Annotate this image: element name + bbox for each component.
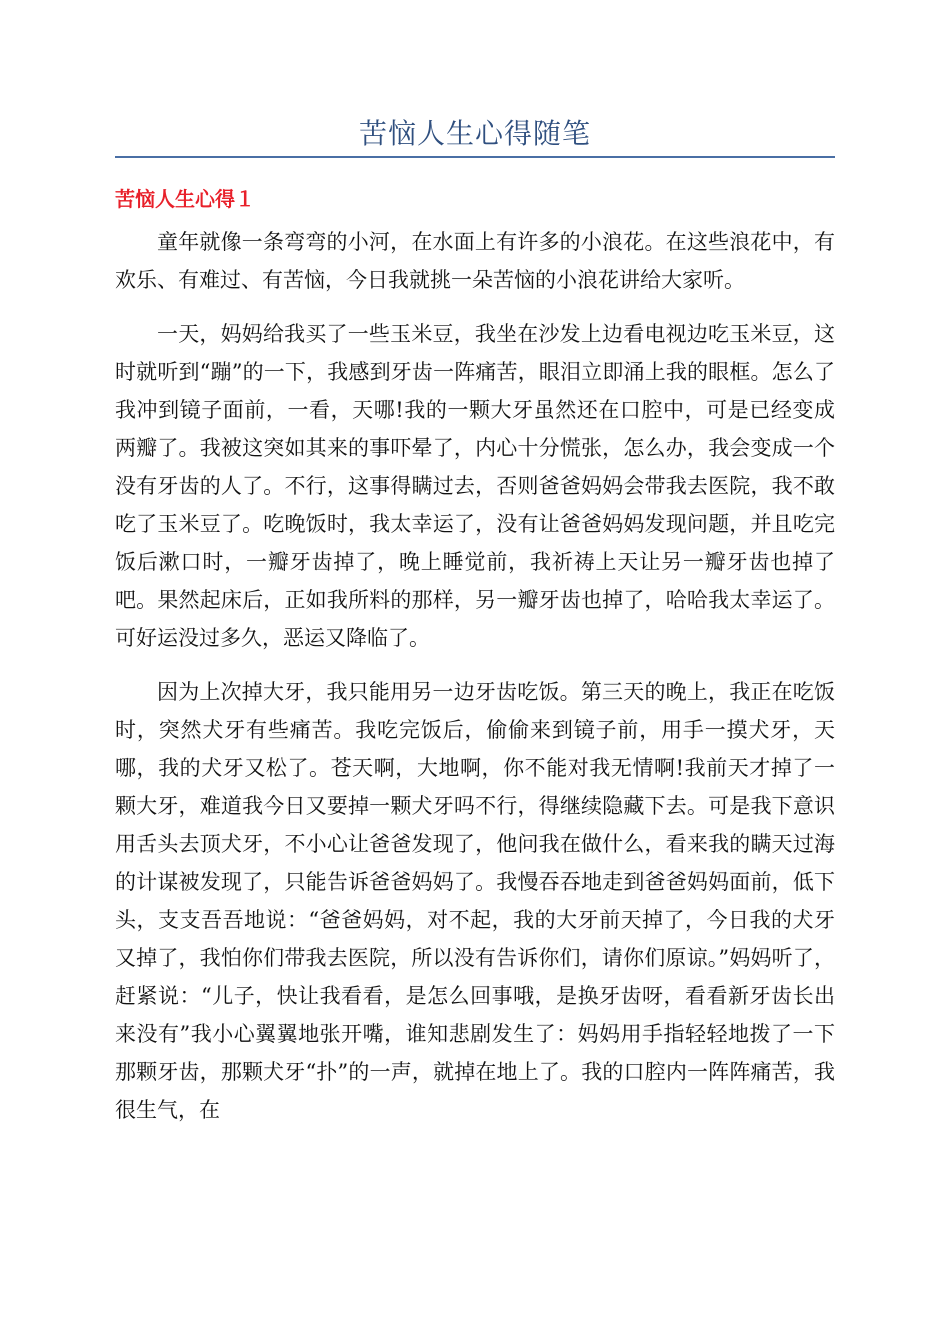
paragraph-3: 因为上次掉大牙，我只能用另一边牙齿吃饭。第三天的晚上，我正在吃饭时，突然犬牙有些痛苦。我吃完饭后，偷偷来到镜子前，用手一摸犬牙，天哪，我的犬牙又松了。苍天啊，大地啊，你不能对我无情啊!我前天才掉了一颗大牙，难道我今日又要掉一颗犬牙吗不行，得继续隐藏下去。可是我下意识用舌头去顶犬牙，不小心让爸爸发现了，他问我在做什么，看来我的瞒天过海的计谋被发现了，只能告诉爸爸妈妈了。我慢吞吞地走到爸爸妈妈面前，低下头，支支吾吾地说：“爸爸妈妈，对不起，我的大牙前天掉了，今日我的犬牙又掉了，我怕你们带我去医院，所以没有告诉你们，请你们原谅。”妈妈听了，赶紧说：“儿子，快让我看看，是怎么回事哦，是换牙齿呀，看看新牙齿长出来没有”我小心翼翼地张开嘴，谁知悲剧发生了：妈妈用手指轻轻地拨了一下那颗牙齿，那颗犬牙“扑”的一声，就掉在地上了。我的口腔内一阵阵痛苦，我很生气，在 bbox=[115, 680, 835, 1122]
section-heading: 苦恼人生心得１ bbox=[115, 187, 255, 211]
document-page bbox=[115, 0, 835, 1129]
title-divider bbox=[115, 156, 835, 158]
paragraph-2: 一天，妈妈给我买了一些玉米豆，我坐在沙发上边看电视边吃玉米豆，这时就听到“蹦”的一下，我感到牙齿一阵痛苦，眼泪立即涌上我的眼框。怎么了我冲到镜子面前，一看，天哪!我的一颗大牙虽然还在口腔中，可是已经变成两瓣了。我被这突如其来的事吓晕了，内心十分慌张，怎么办，我会变成一个没有牙齿的人了。不行，这事得瞒过去，否则爸爸妈妈会带我去医院，我不敢吃了玉米豆了。吃晚饭时，我太幸运了，没有让爸爸妈妈发现问题，并且吃完饭后漱口时，一瓣牙齿掉了，晚上睡觉前，我祈祷上天让另一瓣牙齿也掉了吧。果然起床后，正如我所料的那样，另一瓣牙齿也掉了，哈哈我太幸运了。可好运没过多久，恶运又降临了。 bbox=[115, 322, 835, 650]
document-title: 苦恼人生心得随笔 bbox=[358, 117, 591, 150]
paragraph-1: 童年就像一条弯弯的小河，在水面上有许多的小浪花。在这些浪花中，有欢乐、有难过、有苦恼，今日我就挑一朵苦恼的小浪花讲给大家听。 bbox=[115, 230, 835, 292]
